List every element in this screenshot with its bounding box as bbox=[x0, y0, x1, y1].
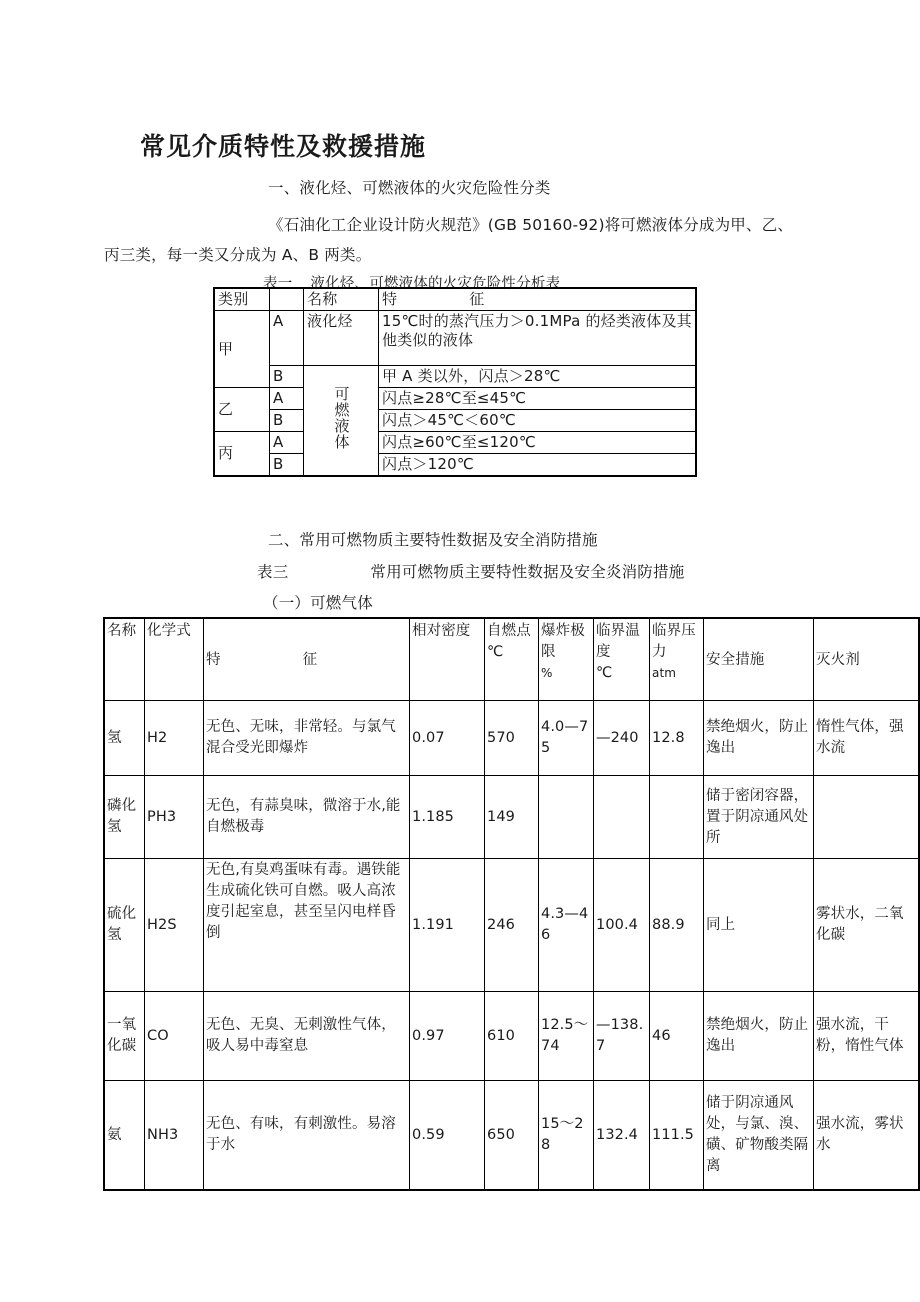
table1-caption-text: 液化烃、可燃液体的火灾危险性分析表 bbox=[310, 276, 561, 292]
table3-cell-critical-temp: —240 bbox=[594, 701, 650, 776]
table-row bbox=[214, 432, 696, 454]
table3-cell-safety: 禁绝烟火，防止逸出 bbox=[704, 701, 814, 776]
table3-cell-density: 0.07 bbox=[410, 701, 485, 776]
table3-cell-feature: 无色、有味，有刺激性。易溶于水 bbox=[204, 1081, 410, 1191]
table-row bbox=[214, 388, 696, 410]
table3-cell-autoignition: 650 bbox=[485, 1081, 539, 1191]
table-row bbox=[104, 1081, 919, 1191]
table3-cell-extinguisher: 强水流，雾状水 bbox=[814, 1081, 920, 1191]
section-heading-1: 一、液化烃、可燃液体的火灾危险性分类 bbox=[268, 179, 551, 197]
table3-cell-extinguisher: 雾状水，二氧化碳 bbox=[814, 859, 920, 992]
table1-cell-category-yi: 乙 bbox=[214, 388, 270, 432]
table3-cell-extinguisher: 惰性气体，强水流 bbox=[814, 701, 920, 776]
table1-caption-label: 表一 bbox=[263, 276, 293, 292]
table3-cell-autoignition: 246 bbox=[485, 859, 539, 992]
table3-header-feature: 特 征 bbox=[204, 618, 410, 701]
table1-cell-sub: A bbox=[270, 432, 304, 454]
table3-cell-critical-pressure: 111.5 bbox=[650, 1081, 704, 1191]
table3-cell-formula: NH3 bbox=[145, 1081, 204, 1191]
table-row bbox=[214, 311, 696, 366]
table3-cell-formula: H2 bbox=[145, 701, 204, 776]
table3-caption-text: 常用可燃物质主要特性数据及安全炎消防措施 bbox=[370, 563, 685, 581]
table3-cell-formula: CO bbox=[145, 992, 204, 1081]
table3-header-autoignition: 自燃点 ℃ bbox=[485, 618, 539, 701]
table1-header-category: 类别 bbox=[214, 288, 270, 311]
table3-caption-label: 表三 bbox=[257, 563, 289, 581]
table3-cell-feature: 无色，有蒜臭味，微溶于水,能自燃极毒 bbox=[204, 776, 410, 859]
table3-cell-explosion-limit: 4.0—75 bbox=[539, 701, 594, 776]
table3-header-name: 名称 bbox=[104, 618, 145, 701]
table1-cell-sub: A bbox=[270, 311, 304, 366]
table3-cell-critical-temp: —138.7 bbox=[594, 992, 650, 1081]
table3-cell-density: 1.185 bbox=[410, 776, 485, 859]
table-row bbox=[214, 410, 696, 432]
table3-cell-explosion-limit: 15～28 bbox=[539, 1081, 594, 1191]
table1-cell-feature: 15℃时的蒸汽压力＞0.1MPa 的烃类液体及其他类似的液体 bbox=[379, 311, 697, 366]
table1-cell-sub: B bbox=[270, 366, 304, 388]
table1-cell-category-bing: 丙 bbox=[214, 432, 270, 477]
table-row bbox=[104, 859, 919, 992]
table-row bbox=[214, 454, 696, 477]
table3-cell-density: 0.59 bbox=[410, 1081, 485, 1191]
table3-cell-extinguisher bbox=[814, 776, 920, 859]
table3-header-extinguisher: 灭火剂 bbox=[814, 618, 920, 701]
page-title: 常见介质特性及救援措施 bbox=[140, 131, 427, 161]
table1-cell-sub: B bbox=[270, 410, 304, 432]
table1-cell-name-liquefied-hydrocarbon: 液化烃 bbox=[304, 311, 379, 366]
table3-cell-explosion-limit: 4.3—46 bbox=[539, 859, 594, 992]
table-row bbox=[104, 701, 919, 776]
table3-cell-name: 磷化氢 bbox=[104, 776, 145, 859]
table3-cell-critical-temp bbox=[594, 776, 650, 859]
subsection-heading-1: （一）可燃气体 bbox=[263, 594, 373, 612]
table3-header-critical-temp: 临界温度 ℃ bbox=[594, 618, 650, 701]
table1-cell-category-jia: 甲 bbox=[214, 311, 270, 388]
table3-caption bbox=[257, 557, 684, 587]
table3-cell-safety: 同上 bbox=[704, 859, 814, 992]
table3-cell-feature: 无色、无味，非常轻。与氯气混合受光即爆炸 bbox=[204, 701, 410, 776]
table3-header-density: 相对密度 bbox=[410, 618, 485, 701]
table3-cell-explosion-limit bbox=[539, 776, 594, 859]
table3-cell-safety: 禁绝烟火，防止逸出 bbox=[704, 992, 814, 1081]
table1-cell-sub: A bbox=[270, 388, 304, 410]
table3-header-formula: 化学式 bbox=[145, 618, 204, 701]
table3-cell-autoignition: 610 bbox=[485, 992, 539, 1081]
table3-cell-name: 氢 bbox=[104, 701, 145, 776]
table3-cell-critical-pressure: 88.9 bbox=[650, 859, 704, 992]
table1-cell-feature: 闪点＞45℃＜60℃ bbox=[379, 410, 697, 432]
table3-cell-feature: 无色,有臭鸡蛋味有毒。遇铁能生成硫化铁可自燃。吸人高浓度引起室息，甚至呈闪电样昏倒 bbox=[204, 859, 410, 992]
table-header-row bbox=[104, 618, 919, 701]
table1-cell-feature: 闪点≥60℃至≤120℃ bbox=[379, 432, 697, 454]
table3-cell-critical-pressure: 46 bbox=[650, 992, 704, 1081]
table3-cell-feature: 无色、无臭、无刺激性气体，吸人易中毒窒息 bbox=[204, 992, 410, 1081]
table-row bbox=[104, 776, 919, 859]
table-row bbox=[214, 366, 696, 388]
table1-cell-feature: 甲 A 类以外，闪点＞28℃ bbox=[379, 366, 697, 388]
fire-hazard-classification-table bbox=[213, 287, 697, 477]
table3-cell-extinguisher: 强水流，干粉，惰性气体 bbox=[814, 992, 920, 1081]
table3-cell-formula: PH3 bbox=[145, 776, 204, 859]
table1-cell-name-flammable-liquid: 可燃液体 bbox=[304, 366, 379, 477]
table-row bbox=[104, 992, 919, 1081]
table3-cell-name: 硫化氢 bbox=[104, 859, 145, 992]
table1-header-sub bbox=[270, 288, 304, 311]
table3-cell-autoignition: 149 bbox=[485, 776, 539, 859]
table3-cell-autoignition: 570 bbox=[485, 701, 539, 776]
table1-cell-feature: 闪点≥28℃至≤45℃ bbox=[379, 388, 697, 410]
table1-cell-sub: B bbox=[270, 454, 304, 477]
table3-cell-critical-temp: 100.4 bbox=[594, 859, 650, 992]
table3-cell-name: 氨 bbox=[104, 1081, 145, 1191]
table3-cell-name: 一氧化碳 bbox=[104, 992, 145, 1081]
table1-header-name: 名称 bbox=[304, 288, 379, 311]
table3-cell-density: 1.191 bbox=[410, 859, 485, 992]
standard-text-line-2: 丙三类，每一类又分成为 A、B 两类。 bbox=[104, 246, 372, 264]
flammable-gas-properties-table bbox=[103, 617, 920, 1191]
table3-cell-safety: 储于密闭容器，置于阴凉通风处所 bbox=[704, 776, 814, 859]
table3-header-safety: 安全措施 bbox=[704, 618, 814, 701]
table3-header-explosion-limit: 爆炸极限 % bbox=[539, 618, 594, 701]
table3-header-critical-pressure: 临界压力 atm bbox=[650, 618, 704, 701]
table3-cell-critical-temp: 132.4 bbox=[594, 1081, 650, 1191]
table3-cell-safety: 储于阴凉通风处，与氯、溴、磺、矿物酸类隔离 bbox=[704, 1081, 814, 1191]
table3-cell-density: 0.97 bbox=[410, 992, 485, 1081]
standard-text-line-1: 《石油化工企业设计防火规范》(GB 50160-92)将可燃液体分成为甲、乙、 bbox=[268, 216, 794, 234]
table3-cell-explosion-limit: 12.5～74 bbox=[539, 992, 594, 1081]
table3-cell-formula: H2S bbox=[145, 859, 204, 992]
table3-cell-critical-pressure bbox=[650, 776, 704, 859]
table1-cell-feature: 闪点＞120℃ bbox=[379, 454, 697, 477]
section-heading-2: 二、常用可燃物质主要特性数据及安全消防措施 bbox=[268, 531, 598, 549]
table-row bbox=[214, 288, 696, 311]
table3-cell-critical-pressure: 12.8 bbox=[650, 701, 704, 776]
table1-header-feature: 特 征 bbox=[379, 288, 697, 311]
